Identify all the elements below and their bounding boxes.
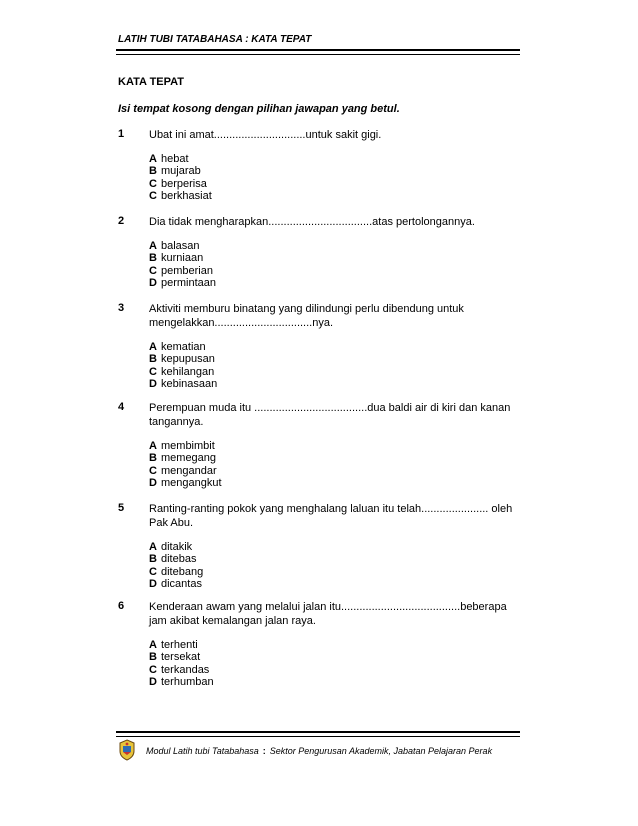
question-text: Ubat ini amat..............................untuk sakit gigi. [149, 129, 382, 141]
answer-option [149, 265, 213, 277]
option-letter: D [149, 476, 157, 489]
footer-text [146, 746, 492, 756]
option-letter: B [149, 252, 157, 265]
question-number: 6 [118, 600, 125, 612]
question-text: Aktiviti memburu binatang yang dilindungi perlu dibendung untuk mengelakkan................................nya. [149, 303, 464, 329]
question-text: Kenderaan awam yang melalui jalan itu.......................................beberapa jam akibat kemalangan jalan raya. [149, 601, 507, 627]
option-text: kematian [161, 341, 206, 353]
answer-option [149, 452, 216, 464]
option-letter: C [149, 189, 157, 202]
question-number: 2 [118, 215, 125, 227]
option-text: kurniaan [161, 252, 204, 265]
option-text: terhenti [161, 639, 198, 651]
option-letter: C [149, 565, 157, 578]
option-text: mujarab [161, 165, 201, 178]
option-letter: C [149, 365, 157, 378]
option-text: hebat [161, 153, 189, 165]
option-text: mengangkut [161, 476, 222, 489]
section-title: KATA TEPAT [118, 76, 184, 88]
option-letter: B [149, 353, 157, 366]
footer-rule-thin [116, 736, 520, 737]
answer-option [149, 252, 203, 264]
answer-option [149, 477, 222, 489]
option-letter: B [149, 165, 157, 178]
footer-separator: : [262, 746, 266, 756]
answer-option [149, 190, 212, 202]
option-text: mengandar [161, 464, 217, 477]
answer-option [149, 664, 209, 676]
footer-right: Sektor Pengurusan Akademik, Jabatan Pelajaran Perak [269, 746, 493, 756]
footer-left: Modul Latih tubi Tatabahasa [146, 746, 259, 756]
option-letter: C [149, 663, 157, 676]
option-text: terkandas [161, 663, 210, 676]
header-title: LATIH TUBI TATABAHASA : KATA TEPAT [118, 34, 312, 45]
header-rule-thin [116, 54, 520, 55]
option-letter: A [149, 440, 157, 452]
answer-option [149, 553, 196, 565]
option-letter: D [149, 577, 157, 590]
option-letter: B [149, 651, 157, 664]
question-number: 5 [118, 502, 125, 514]
header-rule [116, 49, 520, 51]
option-letter: A [149, 240, 157, 252]
option-text: memegang [161, 452, 217, 465]
answer-option [149, 651, 200, 663]
option-letter: A [149, 341, 157, 353]
answer-option [149, 240, 200, 252]
answer-option [149, 178, 207, 190]
answer-option [149, 676, 214, 688]
option-text: tersekat [161, 651, 201, 664]
option-text: terhumban [161, 675, 214, 688]
option-letter: A [149, 541, 157, 553]
option-text: permintaan [161, 276, 217, 289]
footer-rule [116, 731, 520, 733]
answer-option [149, 378, 217, 390]
option-text: pemberian [161, 264, 213, 277]
question-number: 3 [118, 302, 125, 314]
answer-option [149, 541, 192, 553]
question-text: Perempuan muda itu .....................................dua baldi air di kiri dan kanan tangannya. [149, 402, 511, 428]
option-letter: A [149, 153, 157, 165]
option-letter: B [149, 452, 157, 465]
option-text: membimbit [161, 440, 215, 452]
option-letter: A [149, 639, 157, 651]
option-text: balasan [161, 240, 200, 252]
answer-option [149, 465, 217, 477]
question-number: 1 [118, 128, 125, 140]
option-text: kehilangan [161, 365, 215, 378]
option-text: ditebas [161, 553, 197, 566]
answer-option [149, 353, 215, 365]
option-letter: C [149, 177, 157, 190]
answer-option [149, 578, 202, 590]
option-text: dicantas [161, 577, 202, 590]
question-number: 4 [118, 401, 125, 413]
option-letter: C [149, 464, 157, 477]
answer-option [149, 440, 215, 452]
answer-option [149, 639, 198, 651]
answer-option [149, 277, 216, 289]
option-letter: D [149, 675, 157, 688]
answer-option [149, 341, 206, 353]
answer-option [149, 366, 214, 378]
question-text: Dia tidak mengharapkan..................................atas pertolongannya. [149, 216, 475, 228]
option-letter: D [149, 276, 157, 289]
option-text: berkhasiat [161, 189, 212, 202]
option-letter: B [149, 553, 157, 566]
option-text: ditakik [161, 541, 193, 553]
answer-option [149, 566, 203, 578]
question-text: Ranting-ranting pokok yang menghalang laluan itu telah...................... oleh Pak Abu. [149, 503, 513, 529]
instruction: Isi tempat kosong dengan pilihan jawapan yang betul. [118, 103, 400, 115]
option-text: kebinasaan [161, 377, 218, 390]
emblem-icon [118, 739, 136, 761]
option-text: berperisa [161, 177, 207, 190]
option-text: kepupusan [161, 353, 215, 366]
answer-option [149, 165, 201, 177]
option-letter: D [149, 377, 157, 390]
answer-option [149, 153, 189, 165]
option-text: ditebang [161, 565, 204, 578]
option-letter: C [149, 264, 157, 277]
